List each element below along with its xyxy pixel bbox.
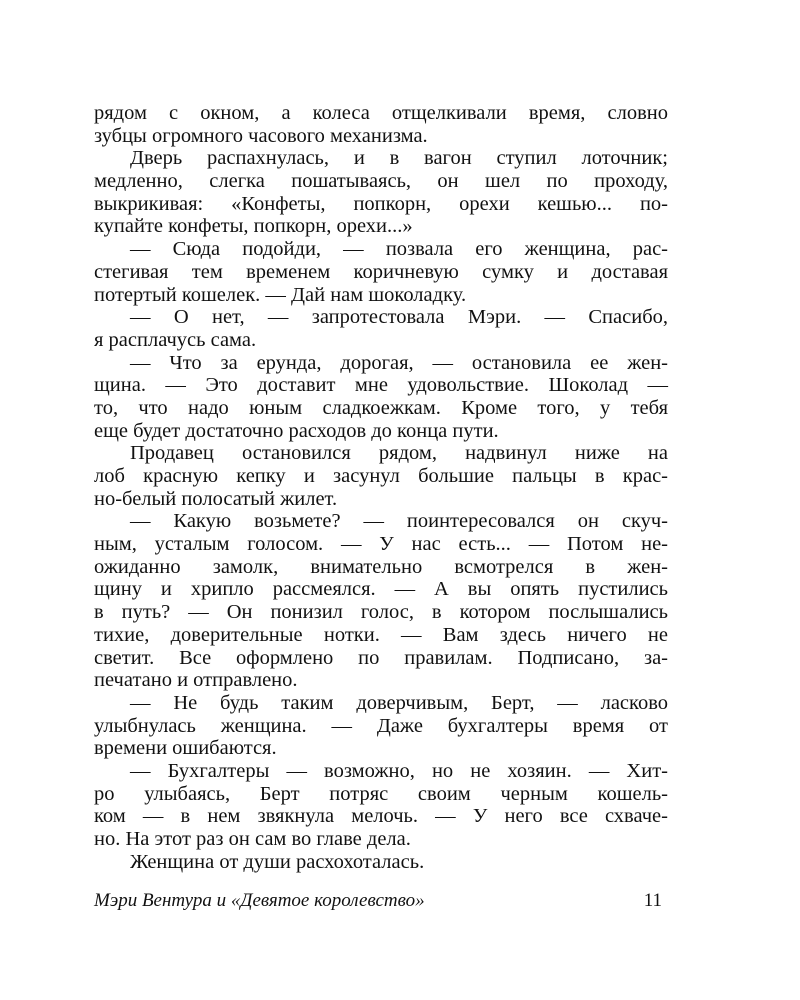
text-line: щина. — Это доставит мне удовольствие. Шоколад — [94, 374, 668, 397]
text-line: Женщина от души расхохоталась. [130, 850, 425, 873]
text-line: — Не будь таким доверчивым, Берт, — ласково [130, 691, 668, 714]
text-line: стегивая тем временем коричневую сумку и доставая [94, 260, 668, 283]
text-line: еще будет достаточно расходов до конца пути. [94, 419, 499, 442]
text-line: то, что надо юным сладкоежкам. Кроме того, у тебя [94, 396, 668, 419]
text-line: светит. Все оформлено по правилам. Подписано, за- [94, 646, 668, 669]
text-line: ком — в нем звякнула мелочь. — У него все схваче- [94, 805, 668, 828]
text-line: — О нет, — запротестовала Мэри. — Спасибо, [130, 306, 668, 329]
body-text [94, 102, 668, 873]
text-line: улыбнулась женщина. — Даже бухгалтеры время от [94, 714, 668, 737]
page-number: 11 [643, 890, 662, 911]
text-line: ным, усталым голосом. — У нас есть... — Потом не- [94, 533, 668, 556]
text-line: тихие, доверительные нотки. — Вам здесь ничего не [94, 623, 668, 646]
text-line: ро улыбаясь, Берт потряс своим черным кошель- [94, 782, 668, 805]
running-title: Мэри Вентура и «Девятое королевство» [94, 890, 425, 911]
text-line: времени ошибаются. [94, 737, 277, 760]
text-line: лоб красную кепку и засунул большие пальцы в крас- [94, 465, 668, 487]
text-line: рядом с окном, а колеса отщелкивали время, словно [94, 102, 668, 124]
text-line: — Бухгалтеры — возможно, но не хозяин. — Хит- [130, 759, 668, 782]
text-line: но. На этот раз он сам во главе дела. [94, 828, 411, 850]
text-line: Продавец остановился рядом, надвинул ниже на [130, 442, 668, 465]
text-line: щину и хрипло рассмеялся. — А вы опять пустились [94, 578, 668, 601]
text-line: — Сюда подойди, — позвала его женщина, рас- [130, 238, 668, 261]
text-line: — Какую возьмете? — поинтересовался он скуч- [130, 510, 668, 533]
text-line: в путь? — Он понизил голос, в котором послышались [94, 601, 668, 624]
text-line: купайте конфеты, попкорн, орехи...» [94, 215, 413, 238]
text-line: зубцы огромного часового механизма. [94, 124, 428, 147]
text-line: ожиданно замолк, внимательно всмотрелся в жен- [94, 555, 668, 578]
text-line: но-белый полосатый жилет. [94, 487, 338, 510]
page-footer [94, 889, 668, 913]
text-line: — Что за ерунда, дорогая, — остановила ее жен- [130, 351, 668, 374]
text-line: я расплачусь сама. [94, 328, 257, 351]
text-line: Дверь распахнулась, и в вагон ступил лоточник; [130, 147, 668, 170]
text-line: медленно, слегка пошатываясь, он шел по проходу, [94, 170, 668, 193]
text-line: печатано и отправлено. [94, 669, 298, 692]
text-line: выкрикивая: «Конфеты, попкорн, орехи кешью... по- [94, 192, 668, 215]
text-line: потертый кошелек. — Дай нам шоколадку. [94, 283, 467, 306]
